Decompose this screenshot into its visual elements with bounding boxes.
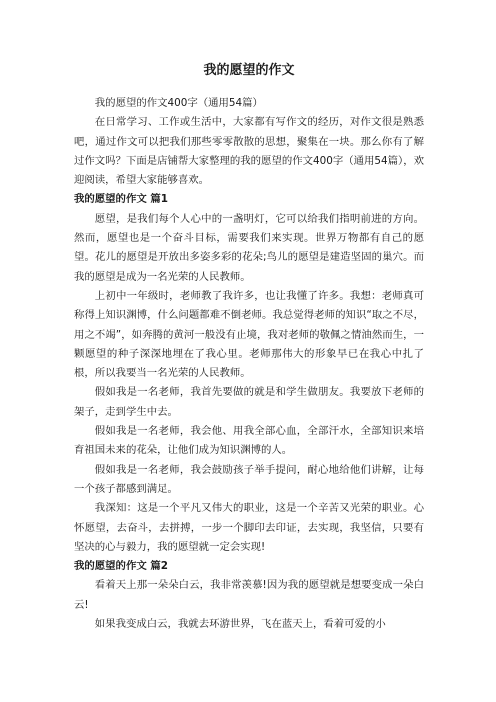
intro-paragraph: 在日常学习、工作或生活中，大家都有写作文的经历，对作文很是熟悉吧，通过作文可以把我们那些零零散散的思想，聚集在一块。那么你有了解过作文吗？下面是店铺帮大家整理的我的愿望的作文400字（通用54篇），欢迎阅读，希望大家能够喜欢。	[74, 116, 424, 187]
document-page	[74, 62, 424, 634]
section-heading: 我的愿望的作文 篇1	[74, 193, 168, 206]
body-paragraph: 我深知：这是一个平凡又伟大的职业，这是一个辛苦又光荣的职业。心怀愿望，去奋斗，去拼搏，一步一个脚印去印证，去实现，我坚信，只要有坚决的心与毅力，我的愿望就一定会实现!	[74, 502, 424, 553]
document-title: 我的愿望的作文	[203, 63, 295, 78]
body-paragraph: 上初中一年级时，老师教了我许多，也让我懂了许多。我想：老师真可称得上知识渊博，什么问题都难不倒老师。我总觉得老师的知识“取之不尽，用之不竭”，如奔腾的黄河一般没有止境，我对老师的敬佩之情油然而生，一颗愿望的种子深深地埋在了我心里。老师那伟大的形象早已在我心中扎了根，所以我要当一名光荣的人民教师。	[74, 289, 424, 380]
body-paragraph: 假如我是一名老师，我首先要做的就是和学生做朋友。我要放下老师的架子，走到学生中去。	[74, 386, 424, 418]
body-paragraph: 愿望，是我们每个人心中的一盏明灯，它可以给我们指明前进的方向。然而，愿望也是一个奋斗目标，需要我们来实现。世界万物都有自己的愿望。花儿的愿望是开放出多姿多彩的花朵;鸟儿的愿望是建造坚固的巢穴。而我的愿望是成为一名光荣的人民教师。	[74, 212, 424, 283]
intro-paragraph: 我的愿望的作文400字（通用54篇）	[94, 97, 263, 109]
body-paragraph: 如果我变成白云，我就去环游世界，飞在蓝天上，看着可爱的小	[94, 618, 386, 631]
body-paragraph: 看着天上那一朵朵白云，我非常羡慕!因为我的愿望就是想要变成一朵白云!	[74, 579, 424, 611]
body-paragraph: 假如我是一名老师，我会鼓励孩子举手提问，耐心地给他们讲解，让每一个孩子都感到满足。	[74, 463, 424, 495]
section-heading: 我的愿望的作文 篇2	[74, 560, 168, 573]
body-paragraph: 假如我是一名老师，我会他、用我全部心血，全部汗水，全部知识来培育祖国未来的花朵，让他们成为知识渊博的人。	[74, 425, 424, 457]
